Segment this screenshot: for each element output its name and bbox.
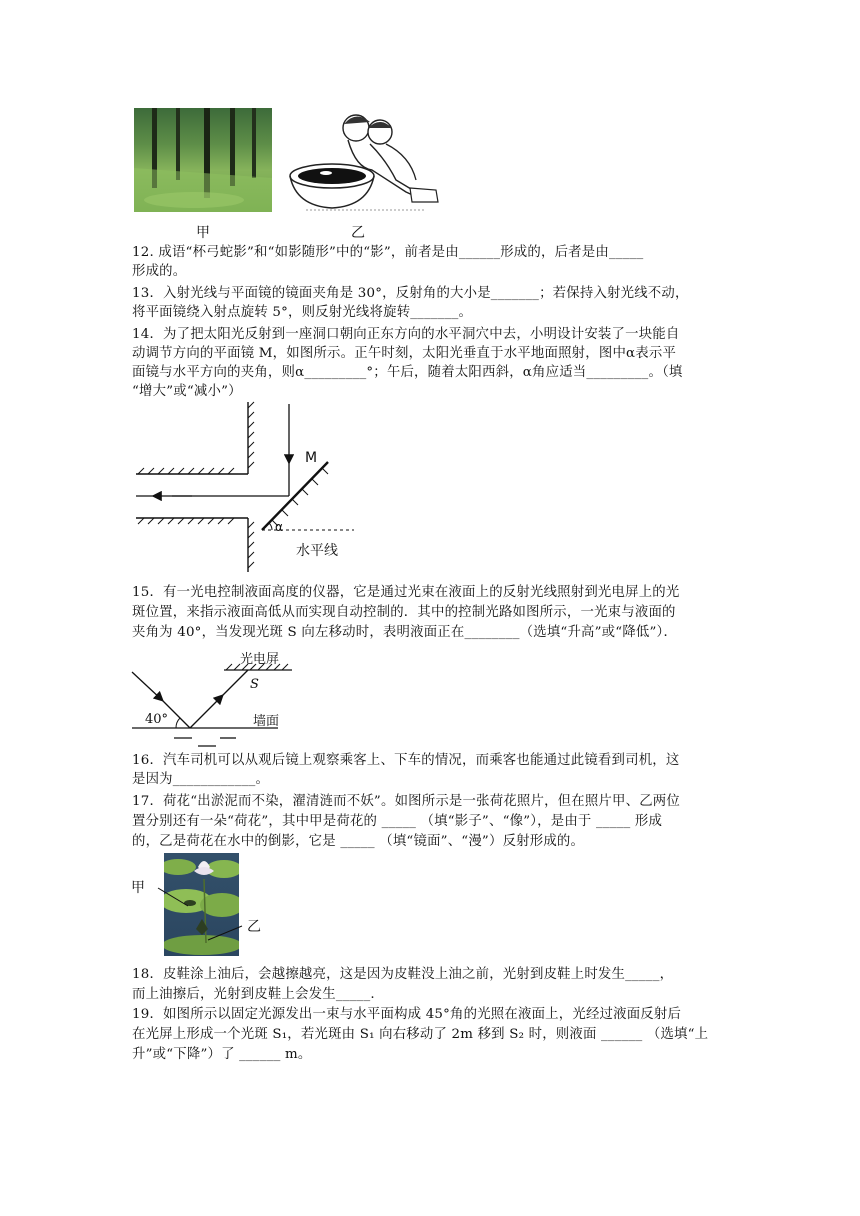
park-trees-drawing bbox=[134, 108, 272, 212]
q17-line-3: 的，乙是荷花在水中的倒影，它是 _____ （填“镜面”、“漫”）反射形成的。 bbox=[132, 834, 585, 849]
q19-line-1: 19．如图所示以固定光源发出一束与水平面构成 45°角的光照在液面上，光经过液面反射后 bbox=[132, 1007, 682, 1022]
q15-label-angle: 40° bbox=[145, 712, 169, 727]
q15-label-wall: 墙面 bbox=[253, 714, 280, 729]
q12-line-2: 形成的。 bbox=[132, 264, 187, 279]
q17-label-yi: 乙 bbox=[247, 919, 261, 935]
q16-line-2: 是因为____________。 bbox=[132, 772, 270, 787]
q15-label-screen: 光电屏 bbox=[240, 652, 280, 667]
q15-line-2: 斑位置，来指示液面高低从而实现自动控制的．其中的控制光路如图所示，一光束与液面的 bbox=[132, 605, 676, 620]
q18-line-2: 而上油擦后，光射到皮鞋上会发生_____. bbox=[132, 987, 375, 1002]
q15-line-3: 夹角为 40°，当发现光斑 S 向左移动时，表明液面正在________（选填“升高”或“降低”）． bbox=[132, 625, 678, 640]
q18-line-1: 18．皮鞋涂上油后，会越擦越亮，这是因为皮鞋没上油之前，光射到皮鞋上时发生_____， bbox=[132, 967, 674, 982]
q17-pointer-lines bbox=[150, 870, 260, 970]
q14-line-4: “增大”或“减小”） bbox=[132, 384, 242, 399]
q13-line-2: 将平面镜绕入射点旋转 5°，则反射光线将旋转_______。 bbox=[132, 305, 473, 320]
figure-yi-drawing bbox=[286, 110, 446, 214]
q17-line-1: 17．荷花“出淤泥而不染，濯清涟而不妖”。如图所示是一张荷花照片，但在照片甲、乙两位 bbox=[132, 794, 680, 809]
q14-label-alpha: α bbox=[275, 520, 283, 534]
q14-line-3: 面镜与水平方向的夹角，则α_________°；午后，随着太阳西斜，α角应适当_________。（填 bbox=[132, 365, 683, 380]
q14-label-M: M bbox=[305, 450, 318, 466]
q17-line-2: 置分别还有一朵“荷花”，其中甲是荷花的 _____ （填“影子”、“像”），是由于 _____ 形成 bbox=[132, 814, 663, 829]
figure-label-yi: 乙 bbox=[351, 225, 365, 241]
figure-label-jia: 甲 bbox=[196, 225, 210, 241]
q13-line-1: 13．入射光线与平面镜的镜面夹角是 30°，反射角的大小是_______；若保持入射光线不动， bbox=[132, 286, 689, 301]
q14-label-horizontal: 水平线 bbox=[296, 543, 338, 559]
q14-line-2: 动调节方向的平面镜 M，如图所示。正午时刻，太阳光垂直于水平地面照射，图中α表示平 bbox=[132, 346, 677, 361]
children-basin-drawing bbox=[286, 110, 446, 214]
q14-line-1: 14．为了把太阳光反射到一座洞口朝向正东方向的水平洞穴中去，小明设计安装了一块能自 bbox=[132, 327, 680, 342]
q15-label-S: S bbox=[250, 677, 259, 692]
q15-line-1: 15．有一光电控制液面高度的仪器，它是通过光束在液面上的反射光线照射到光电屏上的光 bbox=[132, 585, 680, 600]
figure-jia-photo bbox=[134, 108, 272, 212]
q17-label-jia: 甲 bbox=[131, 880, 145, 896]
q16-line-1: 16．汽车司机可以从观后镜上观察乘客上、下车的情况，而乘客也能通过此镜看到司机，这 bbox=[132, 753, 680, 768]
q19-line-2: 在光屏上形成一个光斑 S₁，若光斑由 S₁ 向右移动了 2m 移到 S₂ 时，则液面 ______ （选填“上 bbox=[132, 1027, 709, 1042]
q12-line-1: 12. 成语“杯弓蛇影”和“如影随形”中的“影”，前者是由______形成的，后者是由_____ bbox=[132, 245, 644, 260]
q19-line-3: 升”或“下降”）了 ______ m。 bbox=[132, 1047, 312, 1062]
